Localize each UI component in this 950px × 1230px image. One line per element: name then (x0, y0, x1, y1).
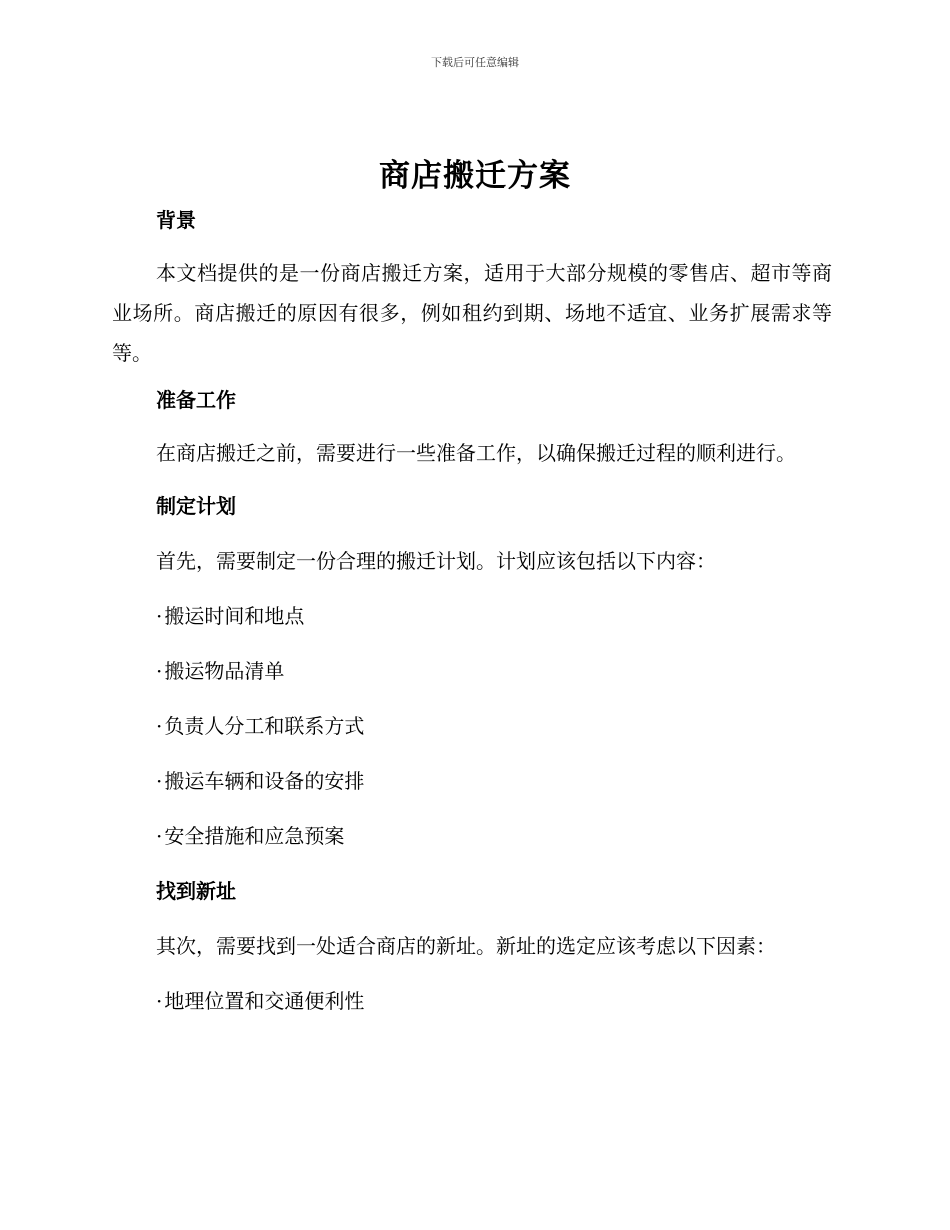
bullet-dot: · (156, 714, 163, 738)
list-item: · 搬运时间和地点 (156, 601, 832, 631)
list-item: · 搬运物品清单 (156, 656, 832, 686)
bullet-dot: · (156, 824, 163, 848)
bullet-dot: · (156, 604, 163, 628)
list-item: · 安全措施和应急预案 (156, 821, 832, 851)
section-heading-preparation: 准备工作 (156, 388, 236, 412)
header-note: 下载后可任意编辑 (431, 56, 519, 69)
list-item: · 地理位置和交通便利性 (156, 986, 832, 1016)
bullet-dot: · (156, 989, 163, 1013)
plan-intro-paragraph: 首先，需要制定一份合理的搬迁计划。计划应该包括以下内容： (156, 549, 716, 573)
preparation-paragraph: 在商店搬迁之前，需要进行一些准备工作，以确保搬迁过程的顺利进行。 (156, 441, 796, 465)
background-paragraph: 本文档提供的是一份商店搬迁方案，适用于大部分规模的零售店、超市等商业场所。商店搬迁的原因有很多，例如租约到期、场地不适宜、业务扩展需求等等。 (112, 261, 832, 365)
list-item: · 负责人分工和联系方式 (156, 711, 832, 741)
bullet-dot: · (156, 769, 163, 793)
section-heading-new-site: 找到新址 (156, 879, 236, 903)
list-item: · 搬运车辆和设备的安排 (156, 766, 832, 796)
section-heading-plan: 制定计划 (156, 494, 236, 518)
new-site-intro-paragraph: 其次，需要找到一处适合商店的新址。新址的选定应该考虑以下因素： (156, 934, 776, 958)
section-heading-background: 背景 (156, 208, 196, 232)
document-body (112, 205, 832, 1016)
document-title: 商店搬迁方案 (379, 158, 571, 194)
bullet-dot: · (156, 659, 163, 683)
